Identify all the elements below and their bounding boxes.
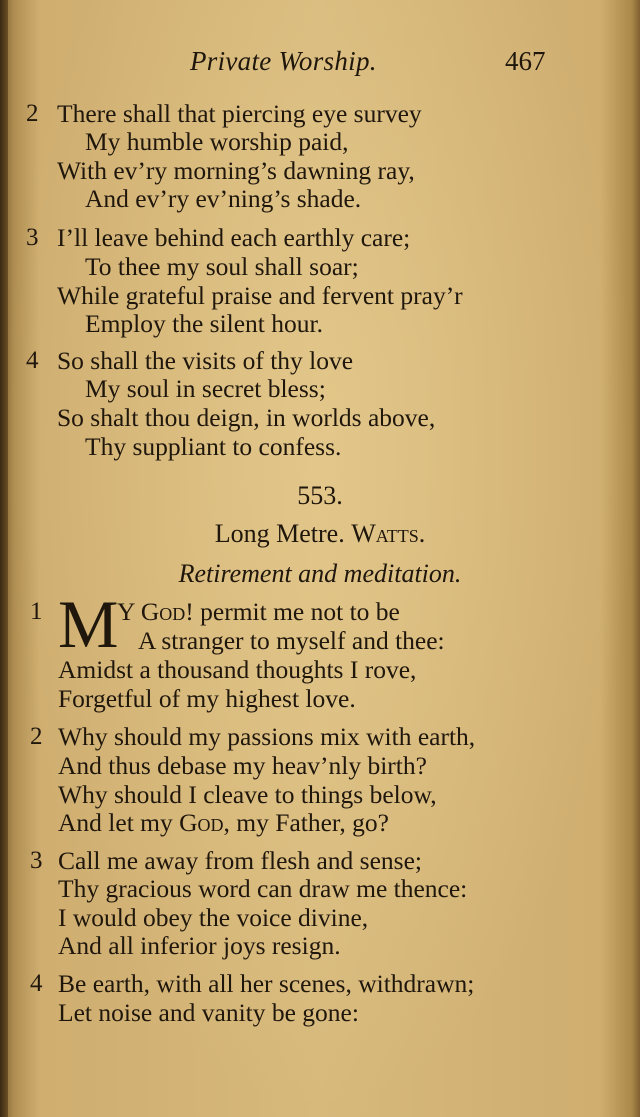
verse-line: My humble worship paid, bbox=[85, 127, 349, 156]
hymn-author: Watts. bbox=[351, 519, 426, 548]
verse-text: And let my bbox=[58, 808, 180, 837]
verse-line: Forgetful of my highest love. bbox=[58, 684, 356, 713]
divine-name: God bbox=[140, 597, 186, 626]
verse-line: Thy suppliant to confess. bbox=[85, 432, 342, 461]
verse-line: So shalt thou deign, in worlds above, bbox=[57, 403, 436, 432]
verse-line: And all inferior joys resign. bbox=[58, 931, 341, 960]
verse-line bbox=[117, 597, 400, 627]
hymn-metre-line bbox=[0, 518, 640, 550]
verse-line: To thee my soul shall soar; bbox=[85, 252, 359, 281]
page-header bbox=[0, 46, 640, 86]
verse-line: With ev’ry morning’s dawning ray, bbox=[57, 156, 415, 185]
verse-line: I would obey the voice divine, bbox=[58, 903, 369, 932]
verse-number: 4 bbox=[30, 970, 43, 997]
verse-line: While grateful praise and fervent pray’r bbox=[57, 281, 463, 310]
verse-line: And thus debase my heav’nly birth? bbox=[58, 751, 427, 780]
verse-line: Amidst a thousand thoughts I rove, bbox=[58, 655, 417, 684]
verse-number: 3 bbox=[30, 847, 43, 874]
running-head: Private Worship. bbox=[190, 46, 377, 76]
hymn-subject: Retirement and meditation. bbox=[178, 559, 462, 588]
verse-line: And ev’ry ev’ning’s shade. bbox=[85, 184, 362, 213]
verse-line: So shall the visits of thy love bbox=[57, 346, 354, 375]
verse-line: Why should my passions mix with earth, bbox=[58, 722, 476, 751]
verse-line: Let noise and vanity be gone: bbox=[58, 998, 359, 1027]
verse-text: ! permit me not to be bbox=[185, 597, 400, 626]
verse-number: 2 bbox=[26, 100, 39, 127]
verse-number: 2 bbox=[30, 723, 43, 750]
verse-line: There shall that piercing eye survey bbox=[57, 99, 422, 128]
verse-line: Be earth, with all her scenes, withdrawn; bbox=[58, 969, 475, 998]
hymn-number: 553. bbox=[297, 481, 343, 510]
verse-number: 3 bbox=[26, 224, 39, 251]
verse-text: , my Father, go? bbox=[223, 808, 389, 837]
verse-line bbox=[58, 808, 389, 838]
verse-line: I’ll leave behind each earthly care; bbox=[57, 223, 411, 252]
divine-name: God bbox=[179, 808, 224, 837]
drop-cap: M bbox=[58, 586, 119, 662]
verse-line: A stranger to myself and thee: bbox=[138, 626, 445, 655]
verse-number: 1 bbox=[30, 598, 43, 625]
verse-line: Why should I cleave to things below, bbox=[58, 780, 437, 809]
verse-line: Call me away from flesh and sense; bbox=[58, 846, 422, 875]
verse-number: 4 bbox=[26, 347, 39, 374]
page-number: 467 bbox=[505, 46, 546, 76]
verse-line: Thy gracious word can draw me thence: bbox=[58, 874, 468, 903]
verse-line: Employ the silent hour. bbox=[85, 309, 323, 338]
hymn-metre: Long Metre. bbox=[214, 519, 345, 548]
verse-line: My soul in secret bless; bbox=[85, 374, 326, 403]
verse-text: Y bbox=[117, 597, 141, 626]
